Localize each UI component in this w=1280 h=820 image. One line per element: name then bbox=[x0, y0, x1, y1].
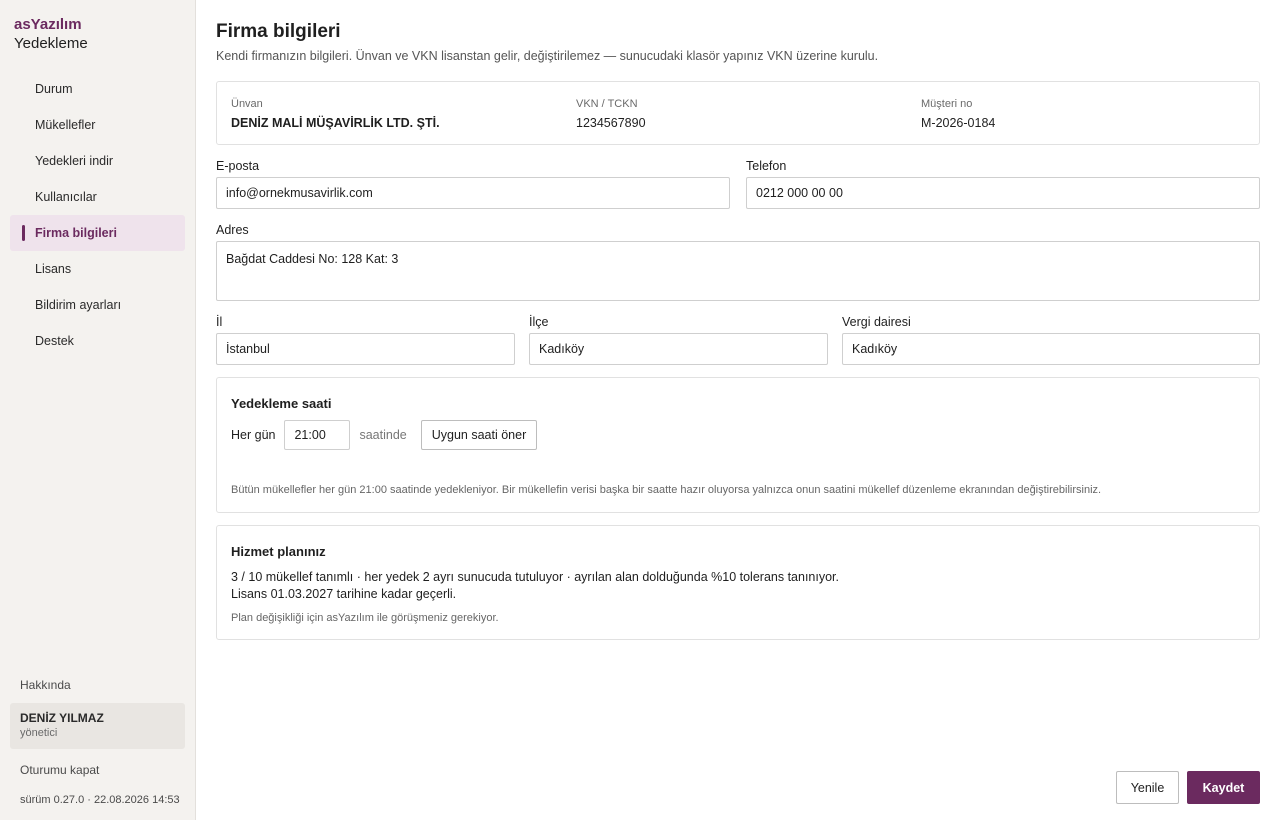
suggest-time-button[interactable]: Uygun saati öner bbox=[421, 420, 538, 450]
page-title: Firma bilgileri bbox=[216, 21, 341, 42]
version-info: sürüm 0.27.0 · 22.08.2026 14:53 bbox=[20, 794, 180, 806]
customer-no-group bbox=[921, 97, 995, 132]
page-description: Kendi firmanızın bilgileri. Ünvan ve VKN lisanstan gelir, değiştirilemez — sunucudaki klasör yapınız VKN üzerine kurulu. bbox=[216, 49, 879, 63]
product-name: Yedekleme bbox=[14, 35, 88, 52]
city-label: İl bbox=[216, 315, 223, 329]
backup-schedule-row bbox=[231, 420, 537, 450]
vkn-label: VKN / TCKN bbox=[576, 98, 638, 110]
brand-name: asYazılım bbox=[14, 16, 82, 33]
user-role: yönetici bbox=[20, 727, 58, 739]
phone-field[interactable] bbox=[746, 177, 1260, 209]
user-card bbox=[10, 703, 185, 749]
logout-link[interactable]: Oturumu kapat bbox=[20, 763, 100, 777]
schedule-suffix: saatinde bbox=[359, 428, 407, 442]
email-label: E-posta bbox=[216, 159, 260, 173]
license-info-box bbox=[216, 81, 1260, 145]
customer-no-label: Müşteri no bbox=[921, 98, 973, 110]
vkn-value: 1234567890 bbox=[576, 116, 646, 130]
schedule-prefix: Her gün bbox=[231, 428, 276, 442]
sidebar-item-durum[interactable]: Durum bbox=[35, 82, 73, 96]
sidebar-item-bildirim-ayarlari[interactable]: Bildirim ayarları bbox=[35, 298, 122, 312]
plan-note: Plan değişikliği için asYazılım ile görüşmeniz gerekiyor. bbox=[231, 612, 499, 624]
tax-office-field[interactable] bbox=[842, 333, 1260, 365]
address-field[interactable] bbox=[216, 241, 1260, 301]
address-label: Adres bbox=[216, 223, 249, 237]
vkn-group bbox=[576, 97, 646, 132]
district-field[interactable] bbox=[529, 333, 828, 365]
tax-office-label: Vergi dairesi bbox=[842, 315, 911, 329]
sidebar-item-destek[interactable]: Destek bbox=[35, 334, 74, 348]
backup-time-field[interactable] bbox=[284, 420, 350, 450]
plan-summary: 3 / 10 mükellef tanımlı · her yedek 2 ayrı sunucuda tutuluyor · ayrılan alan dolduğunda %10 tolerans tanınıyor. bbox=[231, 570, 839, 584]
license-validity: Lisans 01.03.2027 tarihine kadar geçerli. bbox=[231, 587, 457, 601]
sidebar-item-mukellefler[interactable]: Mükellefler bbox=[35, 118, 96, 132]
customer-no-value: M-2026-0184 bbox=[921, 116, 996, 130]
district-label: İlçe bbox=[529, 315, 549, 329]
sidebar-item-yedekleri-indir[interactable]: Yedekleri indir bbox=[35, 154, 114, 168]
user-name: DENİZ YILMAZ bbox=[20, 711, 104, 725]
brand-logo bbox=[14, 15, 88, 54]
sidebar-item-firma-bilgileri[interactable]: Firma bilgileri bbox=[10, 215, 185, 251]
about-link[interactable]: Hakkında bbox=[20, 678, 71, 692]
company-title-group bbox=[231, 97, 440, 132]
sidebar-item-lisans[interactable]: Lisans bbox=[35, 262, 72, 276]
service-plan-panel bbox=[216, 525, 1260, 640]
city-field[interactable] bbox=[216, 333, 515, 365]
email-field[interactable] bbox=[216, 177, 730, 209]
company-title-value: DENİZ MALİ MÜŞAVİRLİK LTD. ŞTİ. bbox=[231, 116, 440, 130]
refresh-button[interactable]: Yenile bbox=[1116, 771, 1179, 804]
schedule-note: Bütün mükellefler her gün 21:00 saatinde yedekleniyor. Bir mükellefin verisi başka bir saatte hazır oluyorsa yalnızca onun saatini mükellef düzenleme ekranından değiştirebilirsiniz. bbox=[231, 484, 1102, 496]
service-plan-title: Hizmet planınız bbox=[231, 544, 326, 559]
backup-schedule-title: Yedekleme saati bbox=[231, 396, 332, 411]
backup-schedule-panel bbox=[216, 377, 1260, 513]
sidebar-item-kullanicilar[interactable]: Kullanıcılar bbox=[35, 190, 97, 204]
save-button[interactable]: Kaydet bbox=[1187, 771, 1260, 804]
phone-label: Telefon bbox=[746, 159, 787, 173]
company-title-label: Ünvan bbox=[231, 98, 263, 110]
sidebar bbox=[0, 0, 196, 820]
sidebar-nav bbox=[10, 71, 185, 359]
